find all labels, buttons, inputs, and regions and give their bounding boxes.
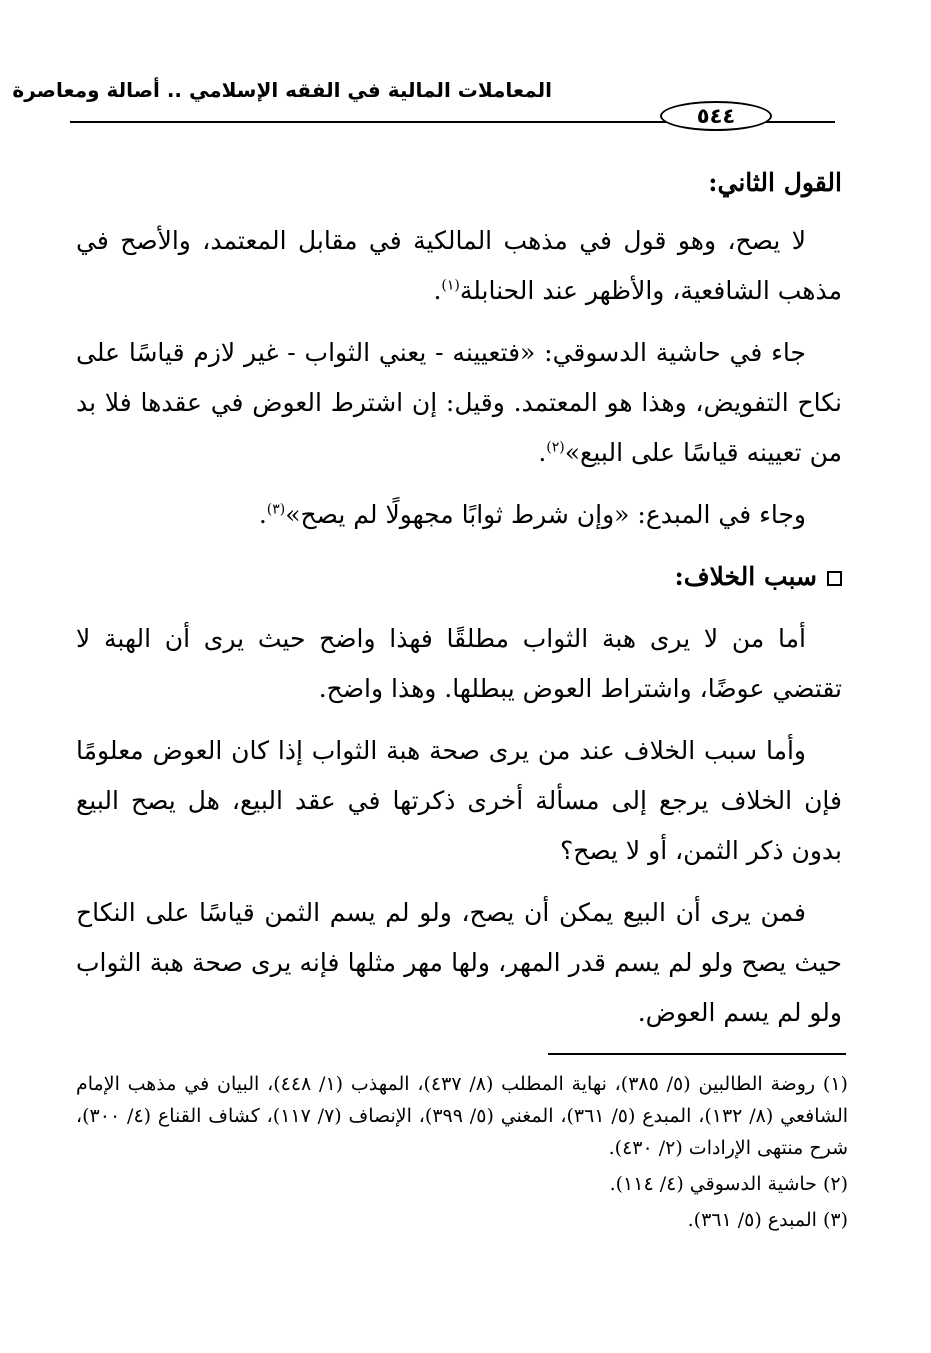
footnotes — [76, 1068, 848, 1240]
paragraph — [76, 216, 842, 316]
paragraph-end: . — [258, 500, 267, 529]
heading-second-view: القول الثاني: — [708, 168, 842, 197]
square-bullet-icon — [827, 571, 842, 586]
paragraph-end: . — [433, 276, 442, 305]
paragraph: أما من لا يرى هبة الثواب مطلقًا فهذا واضح حيث يرى أن الهبة لا تقتضي عوضًا، واشتراط العوض يبطلها. وهذا واضح. — [76, 624, 842, 703]
footnote-2: (٢) حاشية الدسوقي (٤/ ١١٤). — [609, 1173, 848, 1195]
paragraph-text: جاء في حاشية الدسوقي: «فتعيينه - يعني الثواب - غير لازم قياسًا على نكاح التفويض، وهذا هو المعتمد. وقيل: إن اشترط العوض في عقدها فلا بد من تعيينه قياسًا على البيع» — [76, 338, 842, 467]
section-heading — [76, 552, 842, 602]
footnote-ref: (٢) — [546, 439, 565, 456]
section-heading-text: سبب الخلاف: — [674, 562, 817, 591]
footnote-3: (٣) المبدع (٥/ ٣٦١). — [687, 1209, 848, 1231]
footnote-1: (١) روضة الطالبين (٥/ ٣٨٥)، نهاية المطلب (٨/ ٤٣٧)، المهذب (١/ ٤٤٨)، البيان في مذهب الإمام الشافعي (٨/ ١٣٢)، المبدع (٥/ ٣٦١)، المغني (٥/ ٣٩٩)، الإنصاف (٧/ ١١٧)، كشاف القناع (٤/ ٣٠٠)، شرح منتهى الإرادات (٢/ ٤٣٠). — [76, 1073, 849, 1159]
footnote-ref: (١) — [441, 277, 460, 294]
running-header-title: المعاملات المالية في الفقه الإسلامي .. أصالة ومعاصرة — [12, 78, 552, 102]
paragraph — [76, 328, 842, 478]
footnote-ref: (٣) — [266, 501, 286, 518]
paragraph-text: لا يصح، وهو قول في مذهب المالكية في مقابل المعتمد، والأصح في مذهب الشافعية، والأظهر عند الحنابلة — [76, 226, 842, 305]
paragraph — [76, 490, 842, 540]
footnote-separator — [548, 1053, 846, 1055]
main-text — [76, 158, 842, 1050]
paragraph: فمن يرى أن البيع يمكن أن يصح، ولو لم يسم الثمن قياسًا على النكاح حيث يصح ولو لم يسم قدر المهر، ولها مهر مثلها فإنه يرى صحة هبة الثواب ولو لم يسم العوض. — [76, 898, 842, 1027]
page-number: ٥٤٤ — [660, 101, 772, 131]
paragraph: وأما سبب الخلاف عند من يرى صحة هبة الثواب إذا كان العوض معلومًا فإن الخلاف يرجع إلى مسألة أخرى ذكرتها في عقد البيع، هل يصح البيع بدون ذكر الثمن، أو لا يصح؟ — [76, 736, 842, 865]
paragraph-text: وجاء في المبدع: «وإن شرط ثوابًا مجهولًا لم يصح» — [285, 500, 806, 529]
paragraph-end: . — [538, 438, 547, 467]
